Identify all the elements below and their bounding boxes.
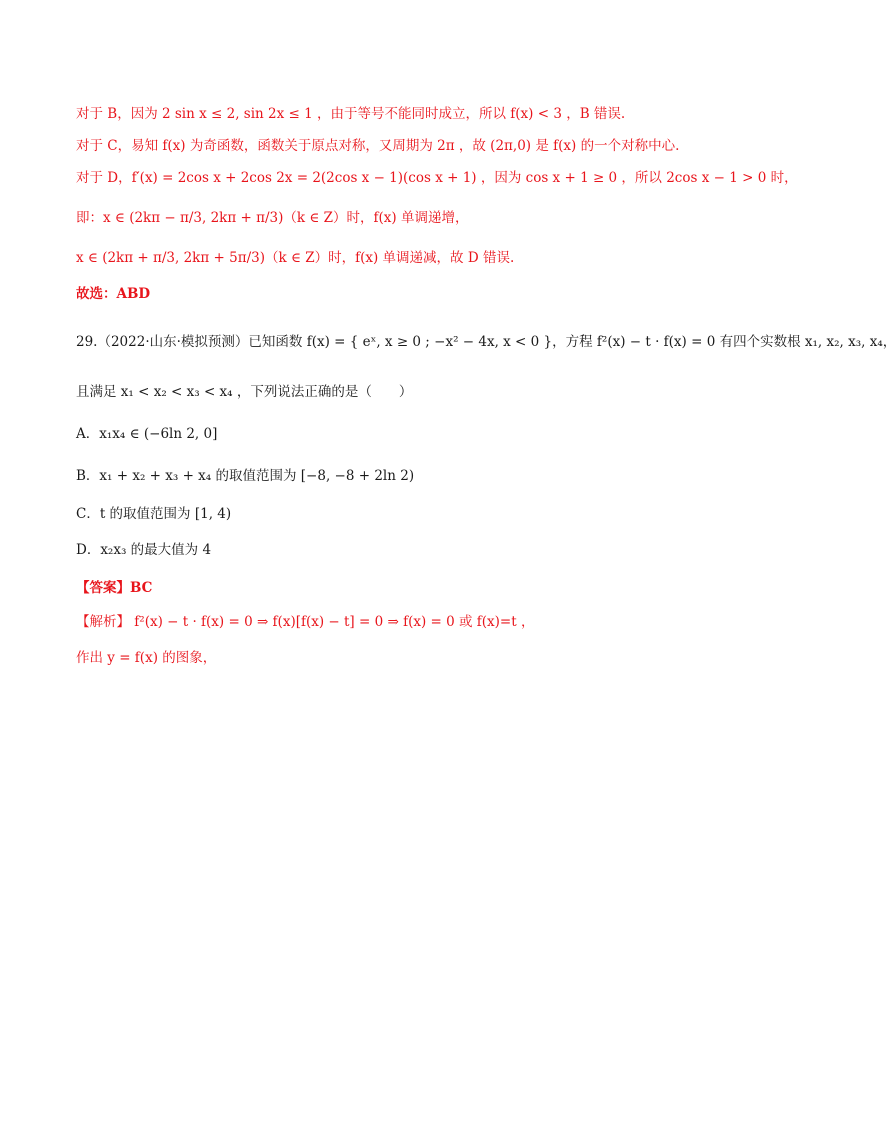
option-b: B．x₁ + x₂ + x₃ + x₄ 的取值范围为 [−8, −8 + 2ln 2) xyxy=(76,468,415,484)
option-c: C．t 的取值范围为 [1, 4) xyxy=(76,506,232,522)
answer-label: 【答案】BC xyxy=(76,580,153,596)
question-29-condition: 且满足 x₁ < x₂ < x₃ < x₄ ，下列说法正确的是（ ） xyxy=(76,384,413,400)
solution-line-b: 对于 B，因为 2 sin x ≤ 2, sin 2x ≤ 1 ，由于等号不能同时成立，所以 f(x) < 3 ，B 错误. xyxy=(76,106,626,122)
option-a: A．x₁x₄ ∈ (−6ln 2, 0] xyxy=(76,426,218,442)
option-d: D．x₂x₃ 的最大值为 4 xyxy=(76,542,212,558)
analysis-line-1: 【解析】 f²(x) − t · f(x) = 0 ⇒ f(x)[f(x) − t] = 0 ⇒ f(x) = 0 或 f(x)=t ， xyxy=(76,614,535,630)
solution-line-c: 对于 C，易知 f(x) 为奇函数，函数关于原点对称，又周期为 2π ，故 (2π,0) 是 f(x) 的一个对称中心. xyxy=(76,138,680,154)
question-29-stem: 29.（2022·山东·模拟预测）已知函数 f(x) = { eˣ, x ≥ 0 ; −x² − 4x, x < 0 }，方程 f²(x) − t · f(x) = 0 有四个实数根 x₁, x₂, x₃, x₄， xyxy=(76,334,896,350)
solution-line-increasing: 即：x ∈ (2kπ − π/3, 2kπ + π/3)（k ∈ Z）时，f(x) 单调递增， xyxy=(76,210,469,226)
solution-line-d: 对于 D，f′(x) = 2cos x + 2cos 2x = 2(2cos x − 1)(cos x + 1) ，因为 cos x + 1 ≥ 0 ，所以 2cos x − 1 > 0 时， xyxy=(76,170,798,186)
analysis-line-2: 作出 y = f(x) 的图象， xyxy=(76,650,217,666)
solution-line-decreasing: x ∈ (2kπ + π/3, 2kπ + 5π/3)（k ∈ Z）时，f(x) 单调递减，故 D 错误. xyxy=(76,250,515,266)
solution-conclusion: 故选：ABD xyxy=(76,286,151,302)
